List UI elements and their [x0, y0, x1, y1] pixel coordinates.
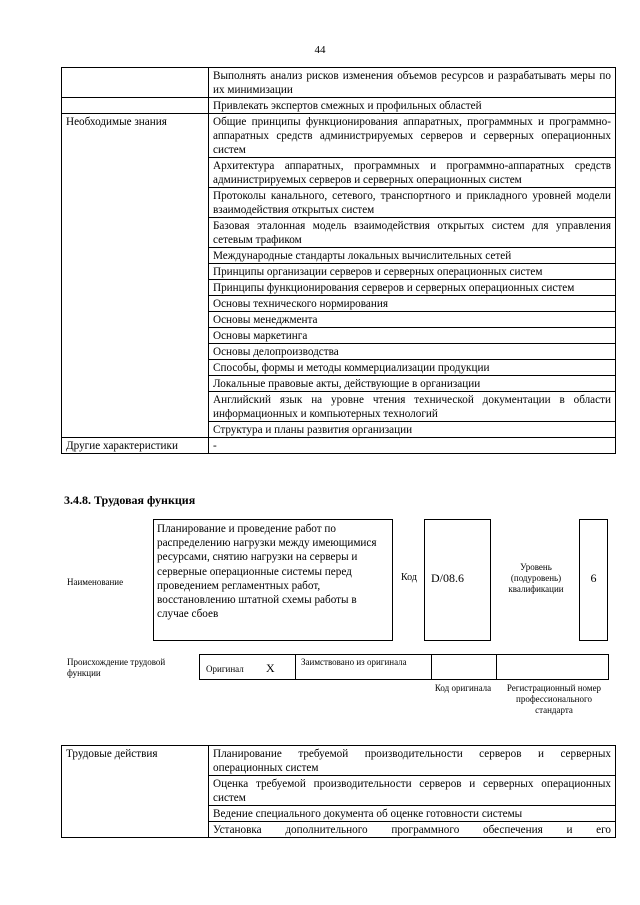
- reg-caption: Регистрационный номер профессионального стандарта: [506, 683, 602, 715]
- cell-divider: [295, 654, 296, 680]
- name-label: Наименование: [67, 577, 124, 587]
- cell-divider: [431, 654, 432, 680]
- origin-row: [199, 654, 609, 680]
- cell-divider: [496, 654, 497, 680]
- level-value-box: 6: [579, 519, 608, 641]
- original-mark: X: [266, 661, 275, 675]
- function-name-box: Планирование и проведение работ по распределению нагрузки между имеющимися ресурсами, снятию нагрузки на серверы и серверные операционные системы перед проведением регламентных работ, восстановлению штатной схемы работы в случае сбоев: [153, 519, 393, 641]
- knowledge-item: Способы, формы и методы коммерциализации продукции: [209, 360, 616, 376]
- knowledge-item: Основы маркетинга: [209, 328, 616, 344]
- knowledge-item: Международные стандарты локальных вычислительных сетей: [209, 248, 616, 264]
- origin-label: Происхождение трудовой функции: [67, 657, 166, 678]
- code-caption: Код оригинала: [434, 683, 492, 693]
- knowledge-item: Общие принципы функционирования аппаратных, программных и программно-аппаратных средств администрируемых серверов и серверных операционных систем: [209, 114, 616, 158]
- table-cell: Привлекать экспертов смежных и профильных областей: [209, 98, 616, 114]
- code-label: Код: [401, 572, 417, 583]
- borrowed-label: Заимствовано из оригинала: [301, 657, 407, 667]
- table-cell: Выполнять анализ рисков изменения объемов ресурсов и разрабатывать меры по их минимизации: [209, 68, 616, 98]
- other-value: -: [209, 438, 616, 454]
- knowledge-item: Основы делопроизводства: [209, 344, 616, 360]
- original-label: Оригинал: [206, 664, 244, 674]
- actions-table: [61, 745, 616, 838]
- knowledge-table: [61, 67, 616, 454]
- knowledge-label: Необходимые знания: [62, 114, 209, 438]
- action-item: Оценка требуемой производительности серверов и серверных операционных систем: [209, 776, 616, 806]
- table-cell-empty: [62, 98, 209, 114]
- table-cell-empty: [62, 68, 209, 98]
- table-row: [62, 68, 616, 98]
- table-row: [62, 746, 616, 776]
- knowledge-item: Английский язык на уровне чтения технической документации в области информационных и компьютерных технологий: [209, 392, 616, 422]
- knowledge-item: Основы технического нормирования: [209, 296, 616, 312]
- action-item: Установка дополнительного программного обеспечения и его: [209, 822, 616, 838]
- knowledge-item: Принципы функционирования серверов и серверных операционных систем: [209, 280, 616, 296]
- knowledge-item: Основы менеджмента: [209, 312, 616, 328]
- table-row: [62, 114, 616, 158]
- actions-label: Трудовые действия: [62, 746, 209, 838]
- knowledge-item: Архитектура аппаратных, программных и программно-аппаратных средств администрируемых серверов и серверных операционных систем: [209, 158, 616, 188]
- knowledge-item: Базовая эталонная модель взаимодействия открытых систем для управления сетевым трафиком: [209, 218, 616, 248]
- knowledge-item: Структура и планы развития организации: [209, 422, 616, 438]
- action-item: Ведение специального документа об оценке готовности системы: [209, 806, 616, 822]
- table-row: [62, 98, 616, 114]
- knowledge-item: Принципы организации серверов и серверных операционных систем: [209, 264, 616, 280]
- action-item: Планирование требуемой производительности серверов и серверных операционных систем: [209, 746, 616, 776]
- knowledge-item: Протоколы канального, сетевого, транспортного и прикладного уровней модели взаимодействия открытых систем: [209, 188, 616, 218]
- table-row: [62, 438, 616, 454]
- other-label: Другие характеристики: [62, 438, 209, 454]
- page-number: 44: [314, 44, 326, 56]
- section-title: 3.4.8. Трудовая функция: [64, 493, 196, 507]
- code-value-box: D/08.6: [424, 519, 491, 641]
- knowledge-item: Локальные правовые акты, действующие в организации: [209, 376, 616, 392]
- level-label: Уровень (подуровень) квалификации: [508, 562, 564, 594]
